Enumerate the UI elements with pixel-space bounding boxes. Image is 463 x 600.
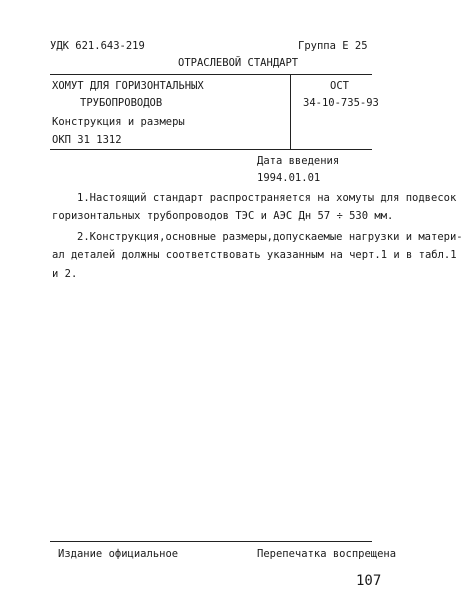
document-subtitle: Конструкция и размеры (52, 116, 185, 128)
paragraph-2-line-2: ал деталей должны соответствовать указанным на черт.1 и в табл.1 (52, 249, 457, 261)
footer-rule (50, 541, 372, 542)
date-label: Дата введения (257, 155, 340, 167)
document-title-line2: ТРУБОПРОВОДОВ (80, 97, 163, 109)
ost-label: ОСТ (330, 80, 349, 92)
title-top-rule (50, 74, 372, 75)
date-value: 1994.01.01 (257, 172, 321, 184)
title-divider (290, 74, 291, 149)
standard-type-heading: ОТРАСЛЕВОЙ СТАНДАРТ (178, 57, 299, 69)
ost-number: 34-10-735-93 (303, 97, 379, 109)
reprint-note: Перепечатка воспрещена (257, 548, 397, 560)
page-number: 107 (356, 573, 382, 589)
paragraph-2-line-1: 2.Конструкция,основные размеры,допускаемые нагрузки и матери- (77, 231, 463, 243)
udk-code: УДК 621.643-219 (50, 40, 145, 52)
document-title-line1: ХОМУТ ДЛЯ ГОРИЗОНТАЛЬНЫХ (52, 80, 204, 92)
paragraph-1-line-1: 1.Настоящий стандарт распространяется на хомуты для подвесок (77, 192, 457, 204)
paragraph-2-line-3: и 2. (52, 268, 78, 280)
edition-note: Издание официальное (58, 548, 179, 560)
okp-code: ОКП 31 1312 (52, 134, 122, 146)
title-bottom-rule (50, 149, 372, 150)
paragraph-1-line-2: горизонтальных трубопроводов ТЭС и АЭС Дн 57 ÷ 530 мм. (52, 210, 394, 222)
group-code: Группа Е 25 (298, 40, 368, 52)
